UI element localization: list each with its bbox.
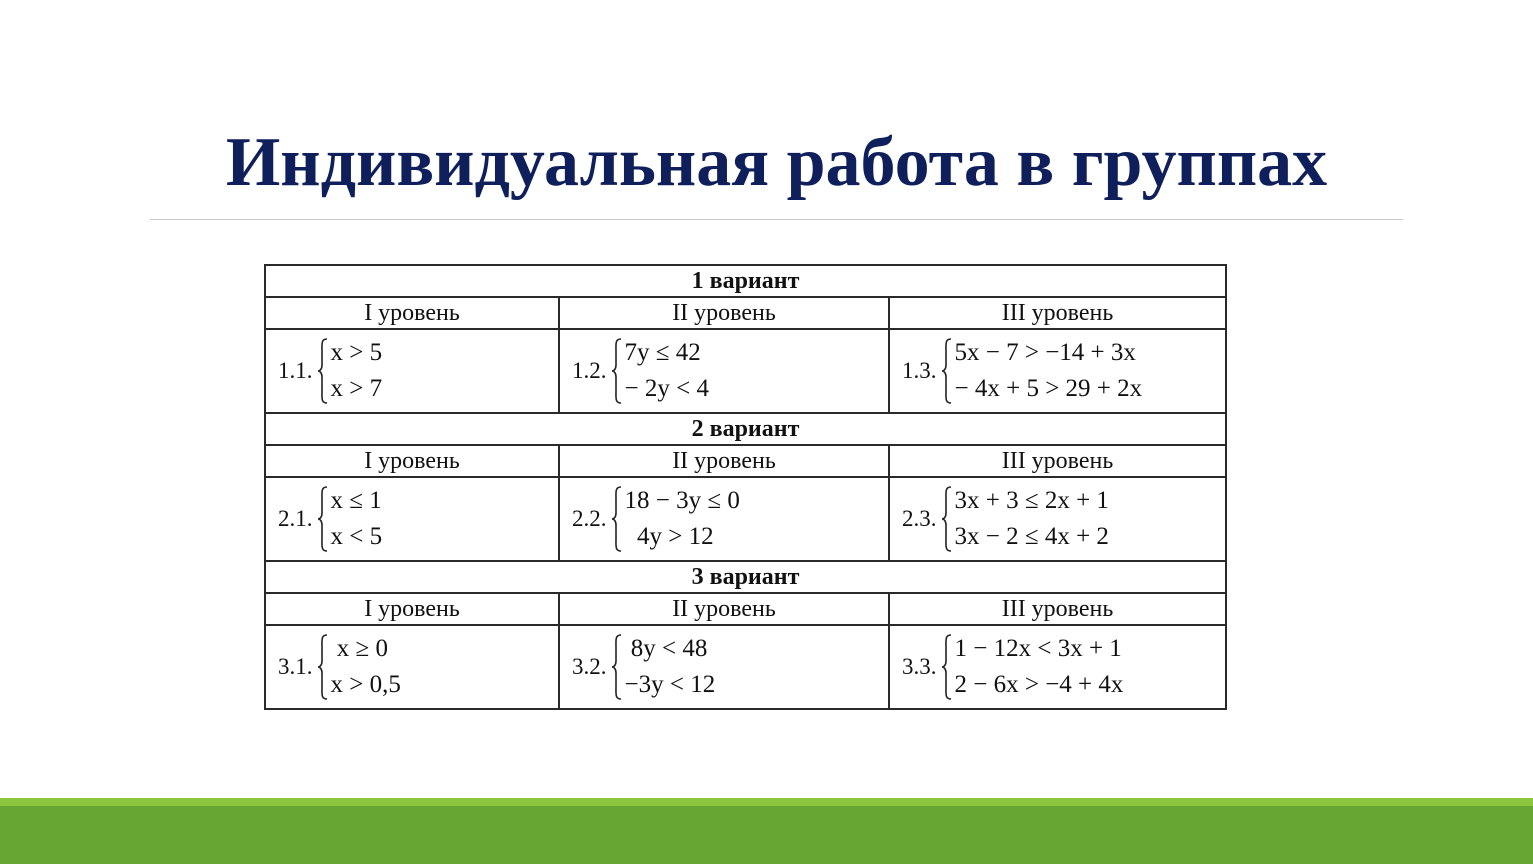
inequality-2: − 4x + 5 > 29 + 2x: [954, 375, 1143, 402]
curly-brace-icon: [317, 338, 328, 404]
variant-heading: 3 вариант: [265, 561, 1226, 593]
inequality-2: x > 0,5: [330, 671, 401, 698]
curly-brace-icon: [317, 634, 328, 700]
inequality-1: x > 5: [330, 339, 383, 366]
inequality-lines: [331, 338, 383, 404]
variant-row: [265, 265, 1226, 297]
title-divider: [150, 219, 1403, 220]
curly-brace-icon: [941, 634, 952, 700]
task-cell: [889, 625, 1226, 709]
curly-brace-icon: [611, 634, 622, 700]
level-heading: II уровень: [559, 297, 889, 329]
inequality-2: 3x − 2 ≤ 4x + 2: [954, 523, 1109, 550]
task-number: 2.2.: [572, 506, 607, 531]
task-row: [265, 625, 1226, 709]
task-number: 3.2.: [572, 654, 607, 679]
task-number: 1.2.: [572, 358, 607, 383]
task-number: 1.1.: [278, 358, 313, 383]
inequality-2: 4y > 12: [624, 523, 714, 550]
task-number: 2.1.: [278, 506, 313, 531]
task-row: [265, 329, 1226, 413]
inequality-2: 2 − 6x > −4 + 4x: [954, 671, 1124, 698]
inequality-2: − 2y < 4: [624, 375, 709, 402]
variant-row: [265, 413, 1226, 445]
inequality-1: x ≤ 1: [330, 487, 382, 514]
level-row: [265, 445, 1226, 477]
task-cell: [559, 329, 889, 413]
inequality-1: 18 − 3y ≤ 0: [624, 487, 740, 514]
level-heading: III уровень: [889, 297, 1226, 329]
task-cell: [559, 625, 889, 709]
inequality-1: 1 − 12x < 3x + 1: [954, 635, 1122, 662]
level-heading: II уровень: [559, 445, 889, 477]
inequality-1: 3x + 3 ≤ 2x + 1: [954, 487, 1109, 514]
inequality-system: [266, 330, 558, 412]
inequality-system: [560, 330, 888, 412]
variant-heading: 1 вариант: [265, 265, 1226, 297]
inequality-lines: [955, 338, 1143, 404]
curly-brace-icon: [941, 338, 952, 404]
inequality-2: x < 5: [330, 523, 383, 550]
task-cell: [889, 329, 1226, 413]
inequality-2: x > 7: [330, 375, 383, 402]
level-row: [265, 297, 1226, 329]
curly-brace-icon: [941, 486, 952, 552]
task-row: [265, 477, 1226, 561]
inequality-1: 5x − 7 > −14 + 3x: [954, 339, 1136, 366]
task-number: 3.3.: [902, 654, 937, 679]
level-heading: I уровень: [265, 445, 559, 477]
task-cell: [559, 477, 889, 561]
inequality-system: [890, 626, 1225, 708]
inequality-lines: [625, 338, 709, 404]
inequality-lines: [331, 634, 401, 700]
level-heading: II уровень: [559, 593, 889, 625]
task-cell: [889, 477, 1226, 561]
inequality-1: 8y < 48: [624, 635, 708, 662]
variant-heading: 2 вариант: [265, 413, 1226, 445]
task-number: 2.3.: [902, 506, 937, 531]
inequality-lines: [625, 486, 740, 552]
curly-brace-icon: [611, 486, 622, 552]
inequality-lines: [625, 634, 716, 700]
level-heading: I уровень: [265, 593, 559, 625]
inequality-lines: [955, 634, 1124, 700]
level-heading: III уровень: [889, 593, 1226, 625]
task-number: 3.1.: [278, 654, 313, 679]
footer-stripe-light: [0, 798, 1533, 806]
slide-title: Индивидуальная работа в группах: [225, 124, 1328, 201]
level-row: [265, 593, 1226, 625]
footer-stripe-dark: [0, 806, 1533, 864]
task-number: 1.3.: [902, 358, 937, 383]
inequality-system: [890, 330, 1225, 412]
task-cell: [265, 625, 559, 709]
inequality-1: 7y ≤ 42: [624, 339, 701, 366]
level-heading: III уровень: [889, 445, 1226, 477]
inequality-system: [266, 626, 558, 708]
inequality-system: [560, 626, 888, 708]
inequality-system: [560, 478, 888, 560]
variant-row: [265, 561, 1226, 593]
inequality-2: −3y < 12: [624, 671, 716, 698]
curly-brace-icon: [611, 338, 622, 404]
inequality-lines: [955, 486, 1109, 552]
curly-brace-icon: [317, 486, 328, 552]
task-cell: [265, 329, 559, 413]
task-table: [264, 264, 1227, 710]
task-cell: [265, 477, 559, 561]
inequality-lines: [331, 486, 383, 552]
level-heading: I уровень: [265, 297, 559, 329]
inequality-1: x ≥ 0: [330, 635, 388, 662]
inequality-system: [890, 478, 1225, 560]
inequality-system: [266, 478, 558, 560]
